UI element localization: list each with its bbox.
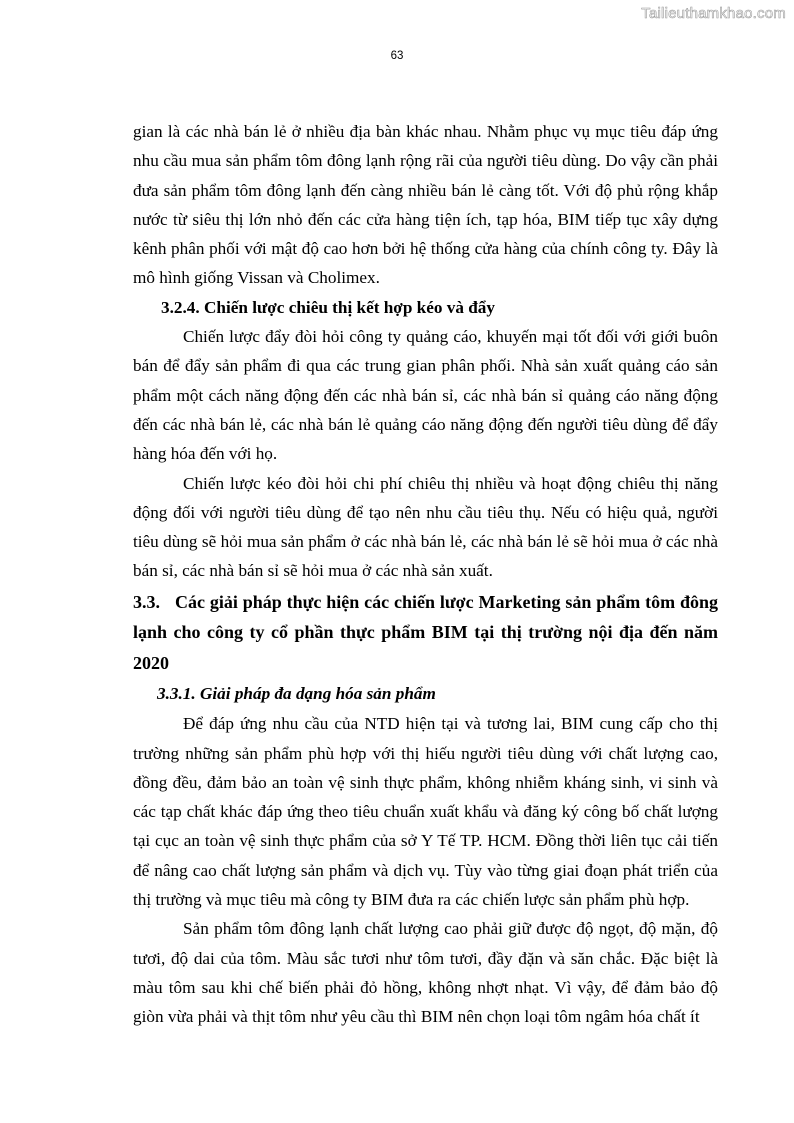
heading-3-3-number: 3.3. <box>133 591 160 612</box>
paragraph-product-quality: Sản phẩm tôm đông lạnh chất lượng cao phải giữ được độ ngọt, độ mặn, độ tươi, độ dai của tôm. Màu sắc tươi như tôm tươi, đầy đặn và săn chắc. Đặc biệt là màu tôm sau khi chế biến phải đỏ hồng, không nhợt nhạt. Vì vậy, để đảm bảo độ giòn vừa phải và thịt tôm như yêu cầu thì BIM nên chọn loại tôm ngâm hóa chất ít <box>133 919 718 1027</box>
paragraph-distribution: gian là các nhà bán lẻ ở nhiều địa bàn khác nhau. Nhằm phục vụ mục tiêu đáp ứng nhu cầu mua sản phẩm tôm đông lạnh rộng rãi của người tiêu dùng. Do vậy cần phải đưa sản phẩm tôm đông lạnh đến càng nhiều bán lẻ càng tốt. Với độ phủ rộng khắp nước từ siêu thị lớn nhỏ đến các cửa hàng tiện ích, tạp hóa, BIM tiếp tục xây dựng kênh phân phối với mật độ cao hơn bởi hệ thống cửa hàng của chính công ty. Đây là mô hình giống Vissan và Cholimex. <box>133 122 718 288</box>
heading-3-3-text: Các giải pháp thực hiện các chiến lược Marketing sản phẩm tôm đông lạnh cho công ty cổ phần thực phẩm BIM tại thị trường nội địa đến năm 2020 <box>133 591 718 673</box>
watermark: Tailieuthamkhao.com <box>641 5 786 22</box>
page-number: 63 <box>390 50 404 62</box>
paragraph-product-diversification: Để đáp ứng nhu cầu của NTD hiện tại và tương lai, BIM cung cấp cho thị trường những sản phẩm phù hợp với thị hiếu người tiêu dùng với chất lượng cao, đồng đều, đảm bảo an toàn vệ sinh thực phẩm, không nhiễm kháng sinh, vi sinh và các tạp chất khác đáp ứng theo tiêu chuẩn xuất khẩu và đăng ký công bố chất lượng tại cục an toàn vệ sinh thực phẩm của sở Y Tế TP. HCM. Đồng thời liên tục cải tiến để nâng cao chất lượng sản phẩm và dịch vụ. Tùy vào từng giai đoạn phát triển của thị trường và mục tiêu mà công ty BIM đưa ra các chiến lược sản phẩm phù hợp. <box>133 714 718 910</box>
heading-3-3-1: 3.3.1. Giải pháp đa dạng hóa sản phẩm <box>157 684 436 704</box>
heading-3-3 <box>133 587 718 679</box>
paragraph-pull-strategy: Chiến lược kéo đòi hỏi chi phí chiêu thị nhiều và hoạt động chiêu thị năng động đối với người tiêu dùng để tạo nên nhu cầu tiêu thụ. Nếu có hiệu quả, người tiêu dùng sẽ hỏi mua sản phẩm ở các nhà bán lẻ, các nhà bán lẻ sẽ hỏi mua ở các nhà bán sỉ, các nhà bán sỉ sẽ hỏi mua ở các nhà sản xuất. <box>133 473 718 581</box>
document-body <box>133 117 718 1032</box>
heading-3-2-4: 3.2.4. Chiến lược chiêu thị kết hợp kéo và đẩy <box>161 297 495 317</box>
paragraph-push-strategy: Chiến lược đẩy đòi hỏi công ty quảng cáo, khuyến mại tốt đối với giới buôn bán để đẩy sản phẩm đi qua các trung gian phân phối. Nhà sản xuất quảng cáo sản phẩm một cách năng động đến các nhà bán sỉ, các nhà bán sỉ quảng cáo năng động đến các nhà bán lẻ, các nhà bán lẻ quảng cáo năng động đến người tiêu dùng để đẩy hàng hóa đến với họ. <box>133 327 718 464</box>
